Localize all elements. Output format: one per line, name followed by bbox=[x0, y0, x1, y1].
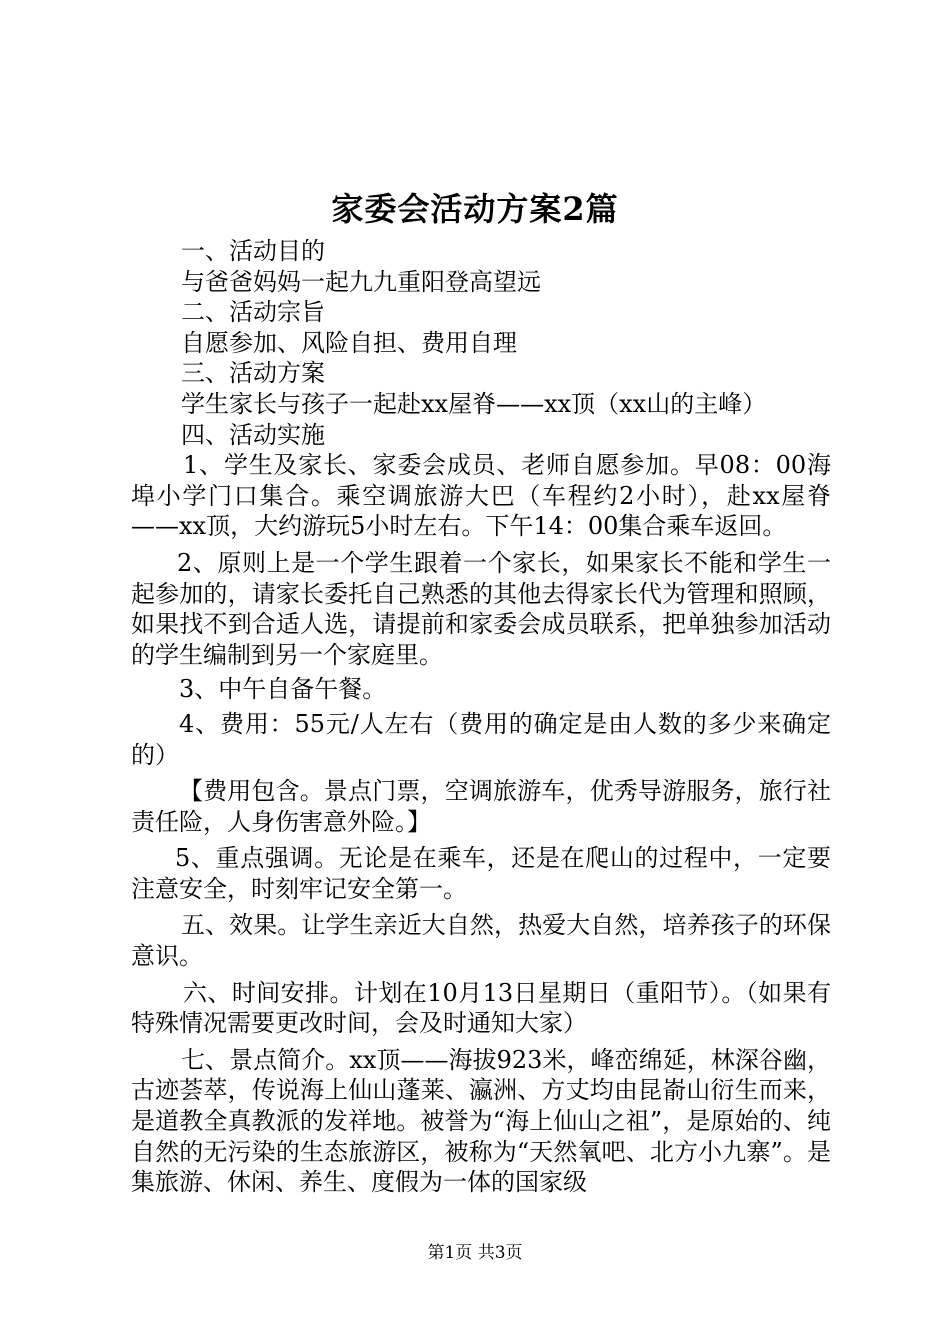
purpose-text: 与爸爸妈妈一起九九重阳登高望远 bbox=[181, 267, 541, 296]
paragraph-effect: 五、效果。让学生亲近大自然，热爱大自然，培养孩子的环保意识。 bbox=[131, 911, 831, 971]
section-heading-plan: 三、活动方案 bbox=[181, 359, 325, 388]
document-title: 家委会活动方案2篇 bbox=[331, 190, 619, 228]
plan-text: 学生家长与孩子一起赴xx屋脊——xx顶（xx山的主峰） bbox=[181, 389, 767, 418]
paragraph-safety: 5、重点强调。无论是在乘车，还是在爬山的过程中，一定要注意安全，时刻牢记安全第一。 bbox=[131, 844, 831, 903]
paragraph-assembly: 1、学生及家长、家委会成员、老师自愿参加。早08：00海埠小学门口集合。乘空调旅游大巴（车程约2小时），赴xx屋脊——xx顶，大约游玩5小时左右。下午14：00集合乘车返回。 bbox=[131, 451, 831, 541]
section-heading-tenet: 二、活动宗旨 bbox=[181, 298, 325, 327]
document-body bbox=[131, 236, 831, 1198]
page-footer: 第1页 共3页 bbox=[427, 1243, 523, 1263]
paragraph-cost-includes: 【费用包含。景点门票，空调旅游车，优秀导游服务，旅行社责任险，人身伤害意外险。】 bbox=[131, 777, 831, 836]
section-heading-implementation: 四、活动实施 bbox=[181, 420, 325, 449]
tenet-text: 自愿参加、风险自担、费用自理 bbox=[181, 328, 517, 357]
paragraph-lunch: 3、中午自备午餐。 bbox=[179, 675, 387, 704]
paragraph-schedule: 六、时间安排。计划在10月13日星期日（重阳节）。（如果有特殊情况需要更改时间，会及时通知大家） bbox=[131, 978, 831, 1038]
paragraph-cost: 4、费用：55元/人左右（费用的确定是由人数的多少来确定的） bbox=[131, 709, 831, 769]
paragraph-scenic-intro: 七、景点简介。xx顶——海拔923米，峰峦绵延，林深谷幽，古迹荟萃，传说海上仙山蓬莱、瀛洲、方丈均由昆嵛山衍生而来，是道教全真教派的发祥地。被誉为“海上仙山之祖”，是原始的、纯自然的无污染的生态旅游区，被称为“天然氧吧、北方小九寨”。是集旅游、休闲、养生、度假为一体的国家级 bbox=[131, 1045, 831, 1197]
paragraph-principle: 2、原则上是一个学生跟着一个家长，如果家长不能和学生一起参加的，请家长委托自己熟悉的其他去得家长代为管理和照顾，如果找不到合适人选，请提前和家委会成员联系，把单独参加活动的学生编制到另一个家庭里。 bbox=[131, 548, 831, 669]
section-heading-purpose: 一、活动目的 bbox=[181, 237, 325, 265]
